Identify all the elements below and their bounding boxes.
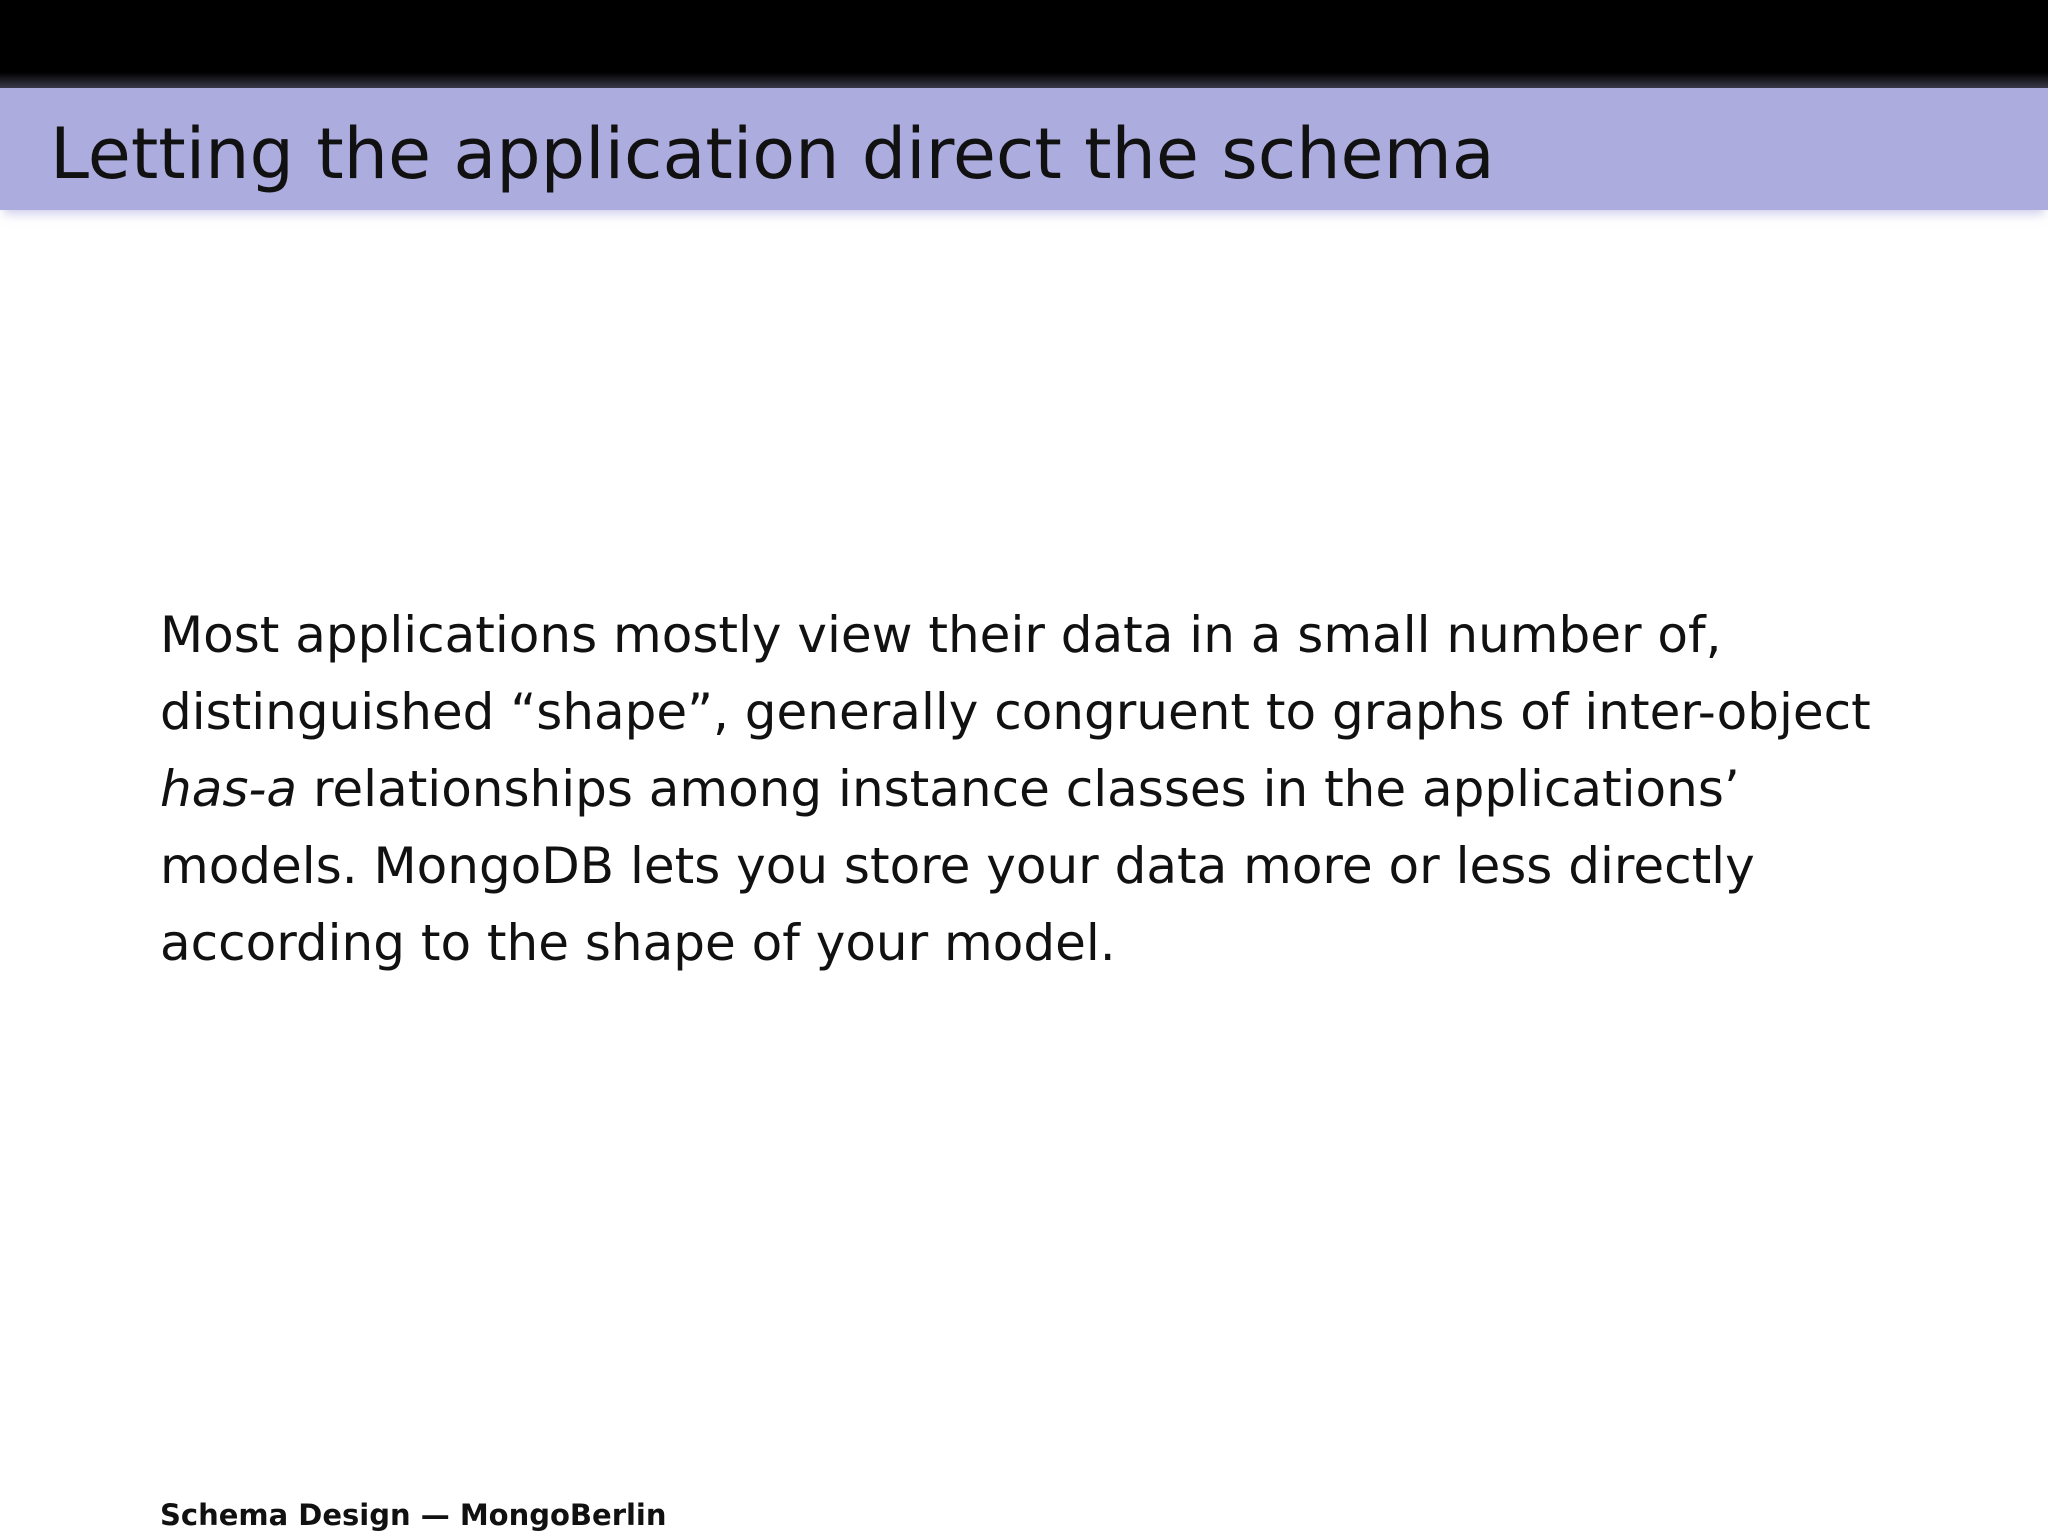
body-text-emphasis: has-a [160, 760, 298, 818]
slide-footer: Schema Design — MongoBerlin [160, 1498, 667, 1532]
slide-title: Letting the application direct the schema [50, 113, 1495, 195]
top-header-bar [0, 0, 2048, 88]
body-text-part-1: Most applications mostly view their data in a small number of, distinguished “shape”, generally congruent to graphs of inter-object [160, 606, 1871, 741]
slide-body-paragraph [160, 597, 1880, 982]
body-text-part-2: relationships among instance classes in the applications’ models. MongoDB lets you store your data more or less directly according to the shape of your model. [160, 760, 1755, 972]
